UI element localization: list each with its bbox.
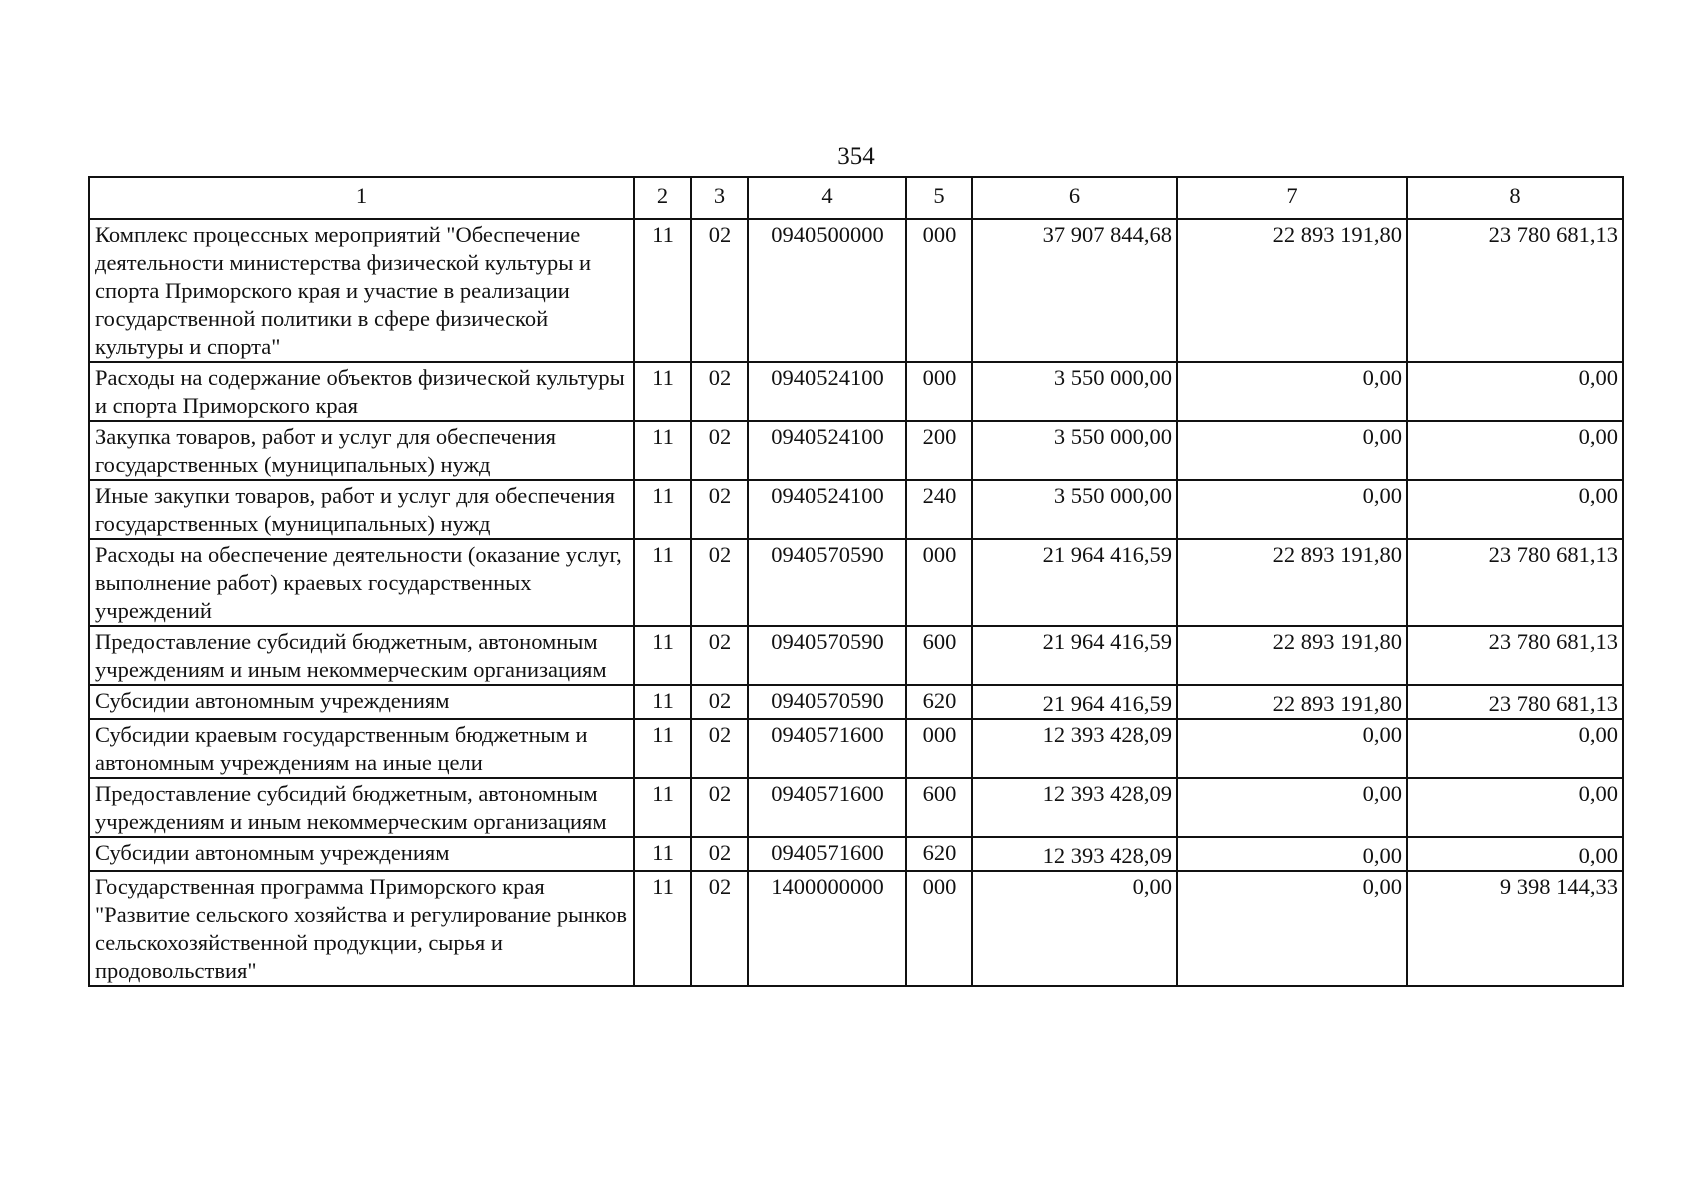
amount-col-6: 21 964 416,59 bbox=[972, 539, 1177, 626]
column-header: 6 bbox=[972, 177, 1177, 219]
section-code: 11 bbox=[634, 539, 691, 626]
amount-col-7: 22 893 191,80 bbox=[1177, 626, 1407, 685]
amount-col-7: 0,00 bbox=[1177, 719, 1407, 778]
expense-name: Комплекс процессных мероприятий "Обеспечение деятельности министерства физической культуры и спорта Приморского края и участие в реализации государственной политики в сфере физической культуры и спорта" bbox=[89, 219, 634, 362]
target-article-code: 1400000000 bbox=[748, 871, 906, 986]
amount-col-7: 0,00 bbox=[1177, 837, 1407, 871]
target-article-code: 0940570590 bbox=[748, 626, 906, 685]
amount-col-6: 0,00 bbox=[972, 871, 1177, 986]
expense-name: Закупка товаров, работ и услуг для обеспечения государственных (муниципальных) нужд bbox=[89, 421, 634, 480]
expense-name: Государственная программа Приморского края "Развитие сельского хозяйства и регулирование рынков сельскохозяйственной продукции, сырья и продовольствия" bbox=[89, 871, 634, 986]
expense-type-code: 600 bbox=[906, 778, 972, 837]
table-row bbox=[89, 837, 1623, 871]
table-row bbox=[89, 539, 1623, 626]
target-article-code: 0940571600 bbox=[748, 778, 906, 837]
table-row bbox=[89, 778, 1623, 837]
expense-type-code: 000 bbox=[906, 719, 972, 778]
subsection-code: 02 bbox=[691, 421, 748, 480]
subsection-code: 02 bbox=[691, 539, 748, 626]
table-row bbox=[89, 219, 1623, 362]
table-row bbox=[89, 685, 1623, 719]
amount-col-7: 22 893 191,80 bbox=[1177, 219, 1407, 362]
table-row bbox=[89, 362, 1623, 421]
subsection-code: 02 bbox=[691, 480, 748, 539]
subsection-code: 02 bbox=[691, 685, 748, 719]
target-article-code: 0940500000 bbox=[748, 219, 906, 362]
target-article-code: 0940524100 bbox=[748, 362, 906, 421]
target-article-code: 0940524100 bbox=[748, 421, 906, 480]
amount-col-6: 12 393 428,09 bbox=[972, 837, 1177, 871]
amount-col-6: 3 550 000,00 bbox=[972, 421, 1177, 480]
section-code: 11 bbox=[634, 480, 691, 539]
amount-col-6: 12 393 428,09 bbox=[972, 719, 1177, 778]
expense-name: Субсидии автономным учреждениям bbox=[89, 837, 634, 871]
amount-col-8: 9 398 144,33 bbox=[1407, 871, 1623, 986]
amount-col-6: 21 964 416,59 bbox=[972, 685, 1177, 719]
expense-type-code: 000 bbox=[906, 539, 972, 626]
column-header: 5 bbox=[906, 177, 972, 219]
section-code: 11 bbox=[634, 362, 691, 421]
amount-col-6: 3 550 000,00 bbox=[972, 480, 1177, 539]
subsection-code: 02 bbox=[691, 362, 748, 421]
column-header: 7 bbox=[1177, 177, 1407, 219]
target-article-code: 0940571600 bbox=[748, 719, 906, 778]
target-article-code: 0940570590 bbox=[748, 685, 906, 719]
expense-type-code: 000 bbox=[906, 219, 972, 362]
amount-col-8: 0,00 bbox=[1407, 421, 1623, 480]
amount-col-8: 23 780 681,13 bbox=[1407, 685, 1623, 719]
amount-col-8: 23 780 681,13 bbox=[1407, 626, 1623, 685]
subsection-code: 02 bbox=[691, 219, 748, 362]
target-article-code: 0940570590 bbox=[748, 539, 906, 626]
expense-name: Субсидии автономным учреждениям bbox=[89, 685, 634, 719]
subsection-code: 02 bbox=[691, 778, 748, 837]
amount-col-8: 0,00 bbox=[1407, 480, 1623, 539]
page-number: 354 bbox=[837, 143, 875, 170]
table-row bbox=[89, 421, 1623, 480]
column-number-row bbox=[89, 177, 1623, 219]
section-code: 11 bbox=[634, 219, 691, 362]
column-header: 1 bbox=[89, 177, 634, 219]
subsection-code: 02 bbox=[691, 871, 748, 986]
amount-col-8: 23 780 681,13 bbox=[1407, 539, 1623, 626]
section-code: 11 bbox=[634, 871, 691, 986]
target-article-code: 0940571600 bbox=[748, 837, 906, 871]
expense-name: Расходы на содержание объектов физической культуры и спорта Приморского края bbox=[89, 362, 634, 421]
expense-name: Расходы на обеспечение деятельности (оказание услуг, выполнение работ) краевых государственных учреждений bbox=[89, 539, 634, 626]
table-row bbox=[89, 626, 1623, 685]
column-header: 4 bbox=[748, 177, 906, 219]
amount-col-7: 0,00 bbox=[1177, 871, 1407, 986]
subsection-code: 02 bbox=[691, 837, 748, 871]
subsection-code: 02 bbox=[691, 626, 748, 685]
expense-name: Предоставление субсидий бюджетным, автономным учреждениям и иным некоммерческим организациям bbox=[89, 778, 634, 837]
amount-col-7: 0,00 bbox=[1177, 480, 1407, 539]
amount-col-8: 23 780 681,13 bbox=[1407, 219, 1623, 362]
column-header: 8 bbox=[1407, 177, 1623, 219]
section-code: 11 bbox=[634, 685, 691, 719]
expense-type-code: 200 bbox=[906, 421, 972, 480]
amount-col-8: 0,00 bbox=[1407, 837, 1623, 871]
amount-col-6: 37 907 844,68 bbox=[972, 219, 1177, 362]
expense-name: Иные закупки товаров, работ и услуг для обеспечения государственных (муниципальных) нужд bbox=[89, 480, 634, 539]
amount-col-6: 12 393 428,09 bbox=[972, 778, 1177, 837]
table-row bbox=[89, 719, 1623, 778]
subsection-code: 02 bbox=[691, 719, 748, 778]
amount-col-8: 0,00 bbox=[1407, 719, 1623, 778]
expense-type-code: 000 bbox=[906, 871, 972, 986]
expense-type-code: 620 bbox=[906, 837, 972, 871]
section-code: 11 bbox=[634, 837, 691, 871]
amount-col-8: 0,00 bbox=[1407, 362, 1623, 421]
amount-col-7: 0,00 bbox=[1177, 421, 1407, 480]
expense-type-code: 600 bbox=[906, 626, 972, 685]
expense-type-code: 620 bbox=[906, 685, 972, 719]
budget-table bbox=[88, 176, 1624, 987]
table-row bbox=[89, 871, 1623, 986]
amount-col-8: 0,00 bbox=[1407, 778, 1623, 837]
column-header: 3 bbox=[691, 177, 748, 219]
target-article-code: 0940524100 bbox=[748, 480, 906, 539]
expense-type-code: 000 bbox=[906, 362, 972, 421]
amount-col-6: 3 550 000,00 bbox=[972, 362, 1177, 421]
amount-col-7: 0,00 bbox=[1177, 778, 1407, 837]
expense-name: Субсидии краевым государственным бюджетным и автономным учреждениям на иные цели bbox=[89, 719, 634, 778]
table-row bbox=[89, 480, 1623, 539]
expense-type-code: 240 bbox=[906, 480, 972, 539]
column-header: 2 bbox=[634, 177, 691, 219]
section-code: 11 bbox=[634, 421, 691, 480]
section-code: 11 bbox=[634, 719, 691, 778]
section-code: 11 bbox=[634, 778, 691, 837]
amount-col-7: 22 893 191,80 bbox=[1177, 685, 1407, 719]
section-code: 11 bbox=[634, 626, 691, 685]
amount-col-7: 0,00 bbox=[1177, 362, 1407, 421]
amount-col-6: 21 964 416,59 bbox=[972, 626, 1177, 685]
amount-col-7: 22 893 191,80 bbox=[1177, 539, 1407, 626]
expense-name: Предоставление субсидий бюджетным, автономным учреждениям и иным некоммерческим организациям bbox=[89, 626, 634, 685]
